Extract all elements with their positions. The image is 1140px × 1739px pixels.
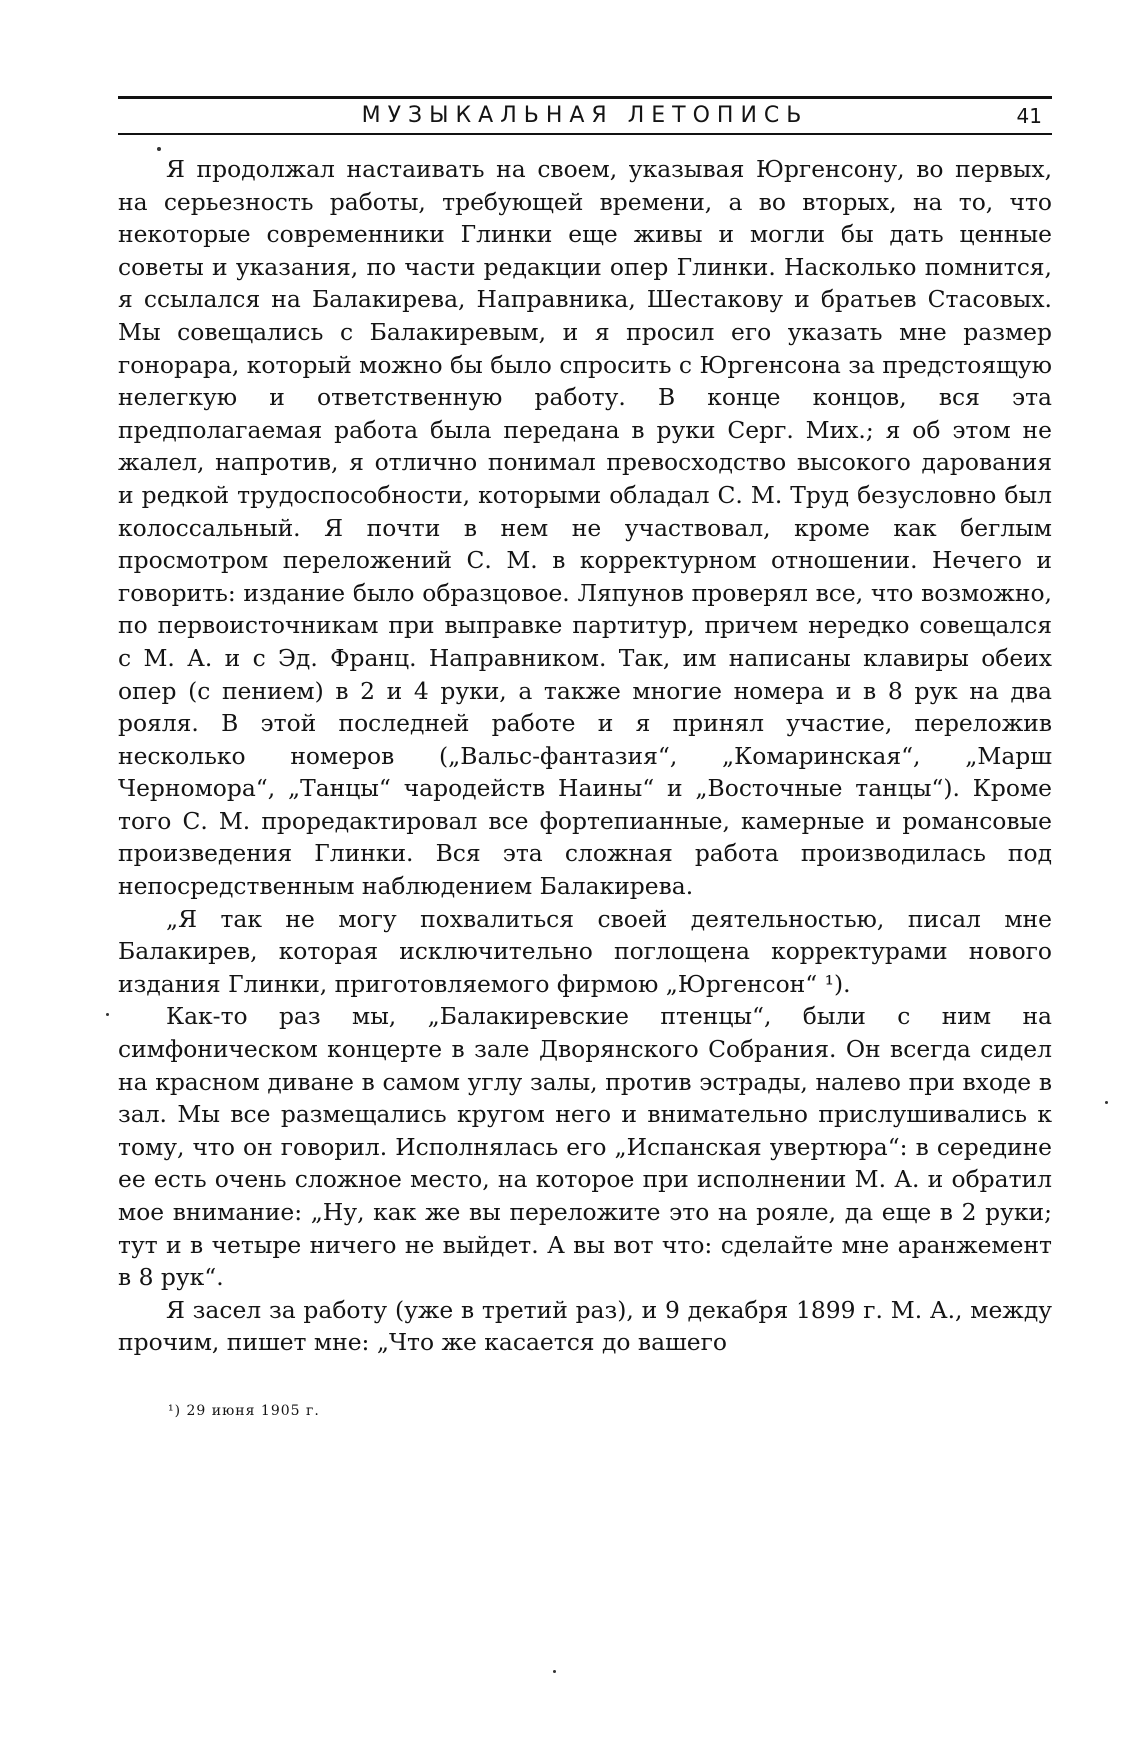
print-speck <box>553 1670 556 1673</box>
paragraph: Я засел за работу (уже в третий раз), и 9 декабря 1899 г. М. А., между прочим, пишет мне: „Что же касается до вашего <box>118 1295 1052 1357</box>
page-header <box>118 96 1052 135</box>
print-speck <box>157 147 161 151</box>
page-number: 41 <box>1016 104 1042 128</box>
running-title: МУЗЫКАЛЬНАЯ ЛЕТОПИСЬ <box>361 103 809 128</box>
paragraph: Как-то раз мы, „Балакиревские птенцы“, были с ним на симфоническом концерте в зале Дворянского Собрания. Он всегда сидел на красном диване в самом углу залы, против эстрады, налево при входе в зал. Мы все размещались кругом него и внимательно прислушивались к тому, что он говорил. Исполнялась его „Испанская увертюра“: в середине ее есть очень сложное место, на которое при исполнении М. А. и обратил мое внимание: „Ну, как же вы переложите это на рояле, да еще в 2 руки; тут и в четыре ничего не выйдет. А вы вот что: сделайте мне аранжемент в 8 рук“. <box>118 1002 1052 1292</box>
book-page <box>118 96 1052 1696</box>
paragraph: Я продолжал настаивать на своем, указывая Юргенсону, во первых, на серьезность работы, требующей времени, а во вторых, на то, что некоторые современники Глинки еще живы и могли бы дать ценные советы и указания, по части редакции опер Глинки. Насколько помнится, я ссылался на Балакирева, Направника, Шестакову и братьев Стасовых. Мы совещались с Балакиревым, и я просил его указать мне размер гонорара, который можно бы было спросить с Юргенсона за предстоящую нелегкую и ответственную работу. В конце концов, вся эта предполагаемая работа была передана в руки Серг. Мих.; я об этом не жалел, напротив, я отлично понимал превосходство высокого дарования и редкой трудоспособности, которыми обладал С. М. Труд безусловно был колоссальный. Я почти в нем не участвовал, кроме как беглым просмотром переложений С. М. в корректурном отношении. Нечего и говорить: издание было образцовое. Ляпунов проверял все, что возможно, по первоисточникам при выправке партитур, причем нередко совещался с М. А. и с Эд. Франц. Направником. Так, им написаны клавиры обеих опер (с пением) в 2 и 4 руки, а также многие номера и в 8 рук на два рояля. В этой последней работе и я принял участие, переложив несколько номеров („Вальс-фантазия“, „Комаринская“, „Марш Черномора“, „Танцы“ чародейств Наины“ и „Восточные танцы“). Кроме того С. М. проредактировал все фортепианные, камерные и романсовые произведения Глинки. Вся эта сложная работа производилась под непосредственным наблюдением Балакирева. <box>118 155 1052 901</box>
paragraph: „Я так не могу похвалиться своей деятельностью, писал мне Балакирев, которая исключительно поглощена корректурами нового издания Глинки, приготовляемого фирмою „Юргенсон“ ¹). <box>118 904 1052 998</box>
print-speck <box>1105 1101 1108 1104</box>
print-speck <box>106 1013 109 1016</box>
footnote: ¹) 29 июня 1905 г. <box>168 1402 320 1419</box>
body-text <box>118 153 1052 1359</box>
